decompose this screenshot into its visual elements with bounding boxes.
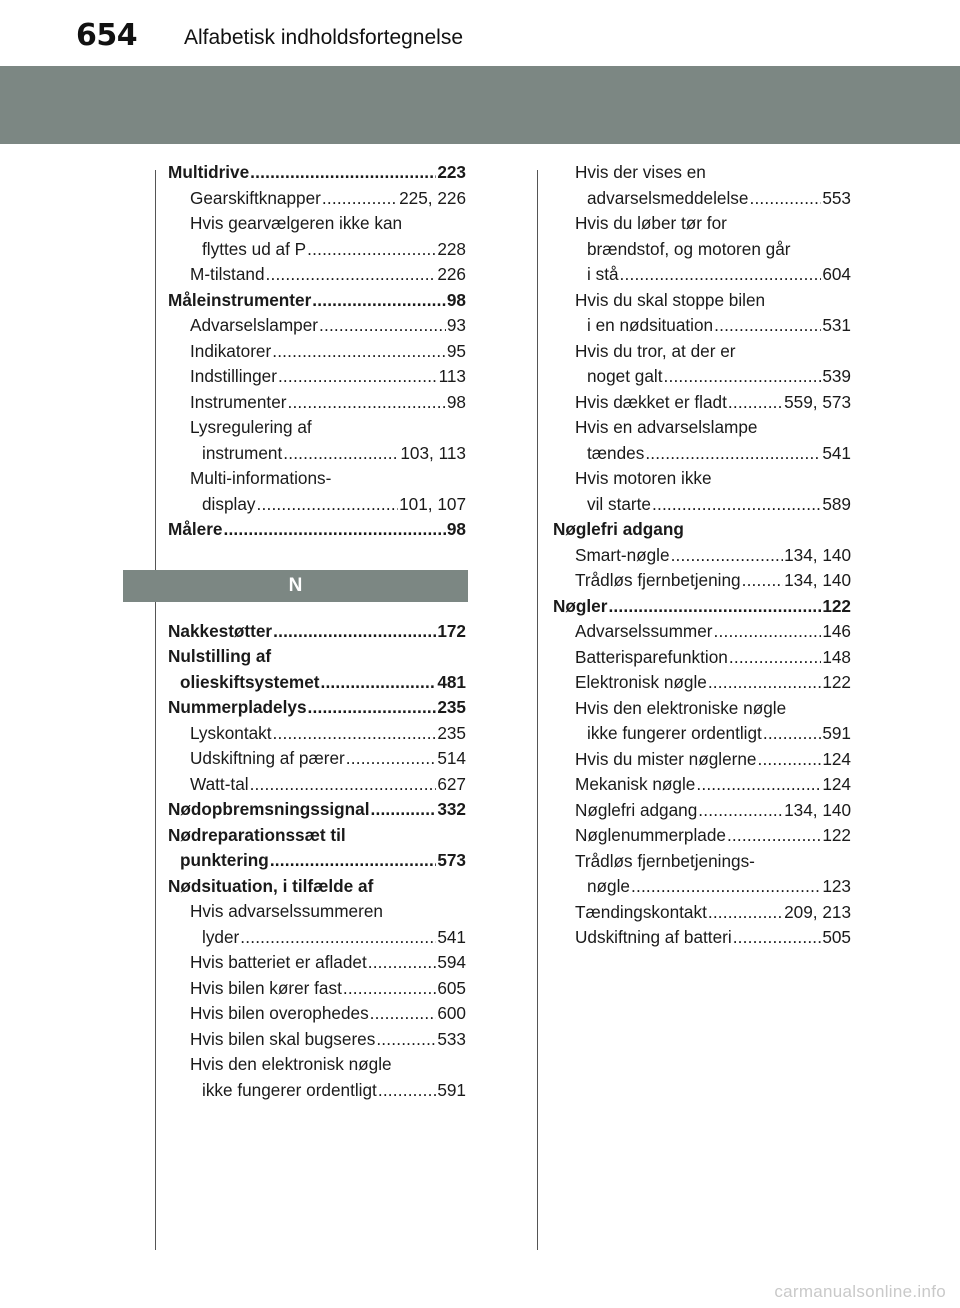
index-entry [553,721,851,747]
entry-text: Instrumenter [190,391,287,412]
index-entry [553,594,851,620]
index-entry [553,517,851,543]
dot-leader [370,1001,437,1027]
column-rule-right [537,170,538,1250]
index-entry [553,849,851,875]
index-entry [168,746,466,772]
index-entry [168,211,466,237]
entry-text: ikke fungerer ordentligt [587,723,762,743]
entry-text: Watt-tal [190,773,249,794]
index-entry [168,262,466,288]
entry-page: 122 [822,825,851,845]
index-entry [553,645,851,671]
entry-page: 589 [822,493,851,514]
entry-page: 209, 213 [784,901,851,922]
dot-leader [283,441,399,467]
entry-text: Nøglenummerplade [575,825,726,845]
index-entry [168,670,466,696]
index-entry [553,747,851,773]
entry-text: Nødreparationssæt til [168,824,346,845]
page-title: Alfabetisk indholdsfortegnelse [184,26,464,49]
dot-leader [240,925,436,951]
dot-leader [257,492,399,518]
entry-page: 604 [822,264,851,284]
entry-text: olieskiftsystemet [180,671,320,692]
entry-text: Hvis den elektroniske nøgle [575,697,787,718]
index-entry [553,186,851,212]
entry-page: 122 [822,595,851,616]
entry-text: Nødopbremsningssignal [168,799,370,819]
entry-text: Nummerpladelys [168,697,307,717]
index-entry [553,211,851,237]
entry-text: Lyskontakt [190,722,272,743]
dot-leader [273,619,436,645]
dot-leader [696,772,821,798]
dot-leader [368,950,437,976]
index-entry [168,721,466,747]
entry-page: 594 [437,952,466,972]
entry-text: Hvis en advarselslampe [575,417,758,437]
index-entry [553,160,851,186]
entry-text: Nødsituation, i tilfælde af [168,875,374,896]
index-entry [168,619,466,645]
index-entry [168,313,466,339]
entry-page: 228 [437,238,466,259]
index-entry [553,619,851,645]
entry-text: Hvis du løber tør for [575,213,727,233]
entry-page: 123 [822,876,851,896]
index-entry [168,288,466,314]
entry-page: 134, 140 [784,544,851,565]
header-band [0,66,960,144]
entry-page: 134, 140 [784,570,851,590]
entry-text: Nakkestøtter [168,620,273,641]
entry-text: Indikatorer [190,340,272,361]
dot-leader [312,288,446,314]
entry-text: Multi-informations- [190,468,332,488]
entry-page: 541 [437,926,466,947]
entry-text: Nøgler [553,595,608,616]
watermark: carmanualsonline.info [774,1282,946,1301]
entry-text: M-tilstand [190,264,265,284]
entry-page: 505 [822,927,851,947]
dot-leader [376,1027,436,1053]
dot-leader [346,746,437,772]
index-entry [168,1078,466,1104]
entry-text: Hvis bilen skal bugseres [190,1028,376,1049]
index-entry [168,976,466,1002]
dot-leader [608,594,821,620]
dot-leader [322,186,398,212]
index-entry [168,797,466,823]
dot-leader [307,237,436,263]
dot-leader [708,900,783,926]
entry-text: Hvis du tror, at der er [575,340,736,361]
entry-page: 541 [822,442,851,463]
index-entry [553,466,851,492]
dot-leader [272,339,446,365]
dot-leader [733,925,822,951]
index-entry [168,186,466,212]
index-entry [168,237,466,263]
dot-leader [620,262,822,288]
entry-text: Hvis batteriet er afladet [190,952,367,972]
dot-leader [223,517,445,543]
entry-page: 591 [822,723,851,743]
entry-page: 235 [437,697,466,717]
dot-leader [763,721,821,747]
entry-text: Elektronisk nøgle [575,672,707,692]
entry-page: 93 [446,315,466,335]
entry-text: Hvis der vises en [575,162,706,182]
entry-text: Mekanisk nøgle [575,774,696,794]
index-entry [553,772,851,798]
index-entry [553,543,851,569]
index-entry [168,899,466,925]
entry-text: display [202,493,256,514]
index-entry [553,364,851,390]
dot-leader [319,313,446,339]
entry-text: Batterisparefunktion [575,646,728,667]
index-entry [553,823,851,849]
section-header-n [123,570,468,602]
entry-text: Nøglefri adgang [553,519,684,539]
entry-text: tændes [587,442,645,463]
index-entry [168,772,466,798]
entry-text: Advarselssummer [575,621,713,641]
index-entry [168,874,466,900]
dot-leader [343,976,436,1002]
entry-text: Hvis du skal stoppe bilen [575,289,766,310]
entry-page: 531 [822,315,851,335]
index-entry [168,364,466,390]
entry-page: 627 [437,773,466,794]
entry-text: Trådløs fjernbetjening [575,570,741,590]
entry-page: 553 [822,187,851,208]
index-entry [553,492,851,518]
index-entry [553,262,851,288]
entry-text: punktering [180,850,269,870]
entry-page: 225, 226 [399,187,466,208]
entry-text: i en nødsituation [587,315,714,335]
dot-leader [714,313,821,339]
entry-text: Lysregulering af [190,417,312,437]
entry-page: 103, 113 [400,442,466,463]
entry-page: 95 [446,340,466,361]
dot-leader [266,262,437,288]
index-entry [553,696,851,722]
index-entry [168,492,466,518]
dot-leader [287,390,445,416]
entry-text: ikke fungerer ordentligt [202,1079,377,1100]
entry-page: 172 [437,620,466,641]
index-entry [168,466,466,492]
index-entry [168,823,466,849]
entry-text: vil starte [587,493,651,514]
entry-text: Smart-nøgle [575,544,670,565]
entry-text: advarselsmeddelelse [587,187,749,208]
index-column-left [168,160,466,1103]
entry-text: Nøglefri adgang [575,799,698,820]
dot-leader [320,670,436,696]
entry-page: 332 [437,799,466,819]
index-entry [553,925,851,951]
index-entry [553,237,851,263]
index-entry [168,695,466,721]
entry-page: 124 [822,748,851,769]
entry-text: Hvis bilen kører fast [190,977,342,998]
dot-leader [652,492,821,518]
dot-leader [698,798,783,824]
entry-text: Hvis motoren ikke [575,468,712,488]
entry-text: Måleinstrumenter [168,289,312,310]
right-entries [553,160,851,951]
page-number: 654 [76,18,138,53]
entry-text: brændstof, og motoren går [587,238,791,259]
entry-text: Hvis bilen overophedes [190,1003,369,1023]
index-entry [553,441,851,467]
entry-text: Hvis du mister nøglerne [575,748,757,769]
dot-leader [270,848,437,874]
index-entry [168,517,466,543]
entry-page: 539 [822,366,851,386]
entry-text: Tændingskontakt [575,901,707,922]
dot-leader [273,721,437,747]
dot-leader [727,823,821,849]
left-entries-m [168,160,466,543]
entry-page: 134, 140 [784,799,851,820]
index-entry [553,798,851,824]
dot-leader [278,364,438,390]
entry-text: Hvis den elektronisk nøgle [190,1054,392,1074]
index-entry [168,441,466,467]
entry-text: Trådløs fjernbetjenings- [575,850,755,871]
index-entry [553,313,851,339]
entry-text: lyder [202,926,240,947]
dot-leader [308,695,437,721]
dot-leader [664,364,822,390]
column-rule-left [155,170,156,1250]
entry-page: 113 [438,366,466,386]
dot-leader [708,670,821,696]
entry-page: 148 [822,646,851,667]
entry-text: Advarselslamper [190,315,318,335]
index-entry [553,390,851,416]
entry-text: instrument [202,442,283,463]
index-entry [168,415,466,441]
entry-text: Hvis gearvælgeren ikke kan [190,213,403,233]
entry-page: 514 [437,748,466,768]
entry-page: 98 [446,289,466,310]
index-column-right [553,160,851,951]
dot-leader [631,874,821,900]
entry-text: noget galt [587,366,663,386]
entry-page: 223 [437,162,466,182]
entry-page: 235 [437,722,466,743]
entry-page: 481 [437,671,466,692]
index-entry [553,288,851,314]
dot-leader [378,1078,436,1104]
dot-leader [250,160,436,186]
index-entry [553,339,851,365]
entry-text: Udskiftning af pærer [190,748,345,768]
dot-leader [757,747,821,773]
entry-page: 122 [822,672,851,692]
entry-text: Målere [168,519,223,539]
entry-page: 98 [446,519,466,539]
entry-text: Hvis dækket er fladt [575,391,727,412]
dot-leader [714,619,822,645]
index-entry [168,644,466,670]
entry-page: 559, 573 [784,391,851,412]
index-entry [553,415,851,441]
entry-page: 533 [437,1028,466,1049]
entry-text: Hvis advarselssummeren [190,901,383,921]
section-letter: N [288,574,303,596]
entry-text: Udskiftning af batteri [575,927,732,947]
index-entry [168,950,466,976]
dot-leader [749,186,821,212]
dot-leader [729,645,821,671]
dot-leader [742,568,784,594]
index-entry [168,1052,466,1078]
entry-page: 101, 107 [399,493,466,514]
entry-text: Multidrive [168,162,250,182]
index-entry [168,1027,466,1053]
entry-page: 98 [446,391,466,412]
entry-page: 124 [822,774,851,794]
dot-leader [371,797,437,823]
left-entries-n [168,619,466,1104]
index-entry [168,390,466,416]
index-entry [553,568,851,594]
entry-page: 146 [822,621,851,641]
index-entry [168,848,466,874]
dot-leader [250,772,437,798]
entry-text: flyttes ud af P [202,238,307,259]
dot-leader [645,441,821,467]
index-entry [553,670,851,696]
entry-text: Gearskiftknapper [190,187,321,208]
index-entry [553,900,851,926]
entry-text: i stå [587,264,619,284]
entry-text: Indstillinger [190,366,277,386]
entry-page: 605 [437,977,466,998]
entry-page: 226 [437,264,466,284]
index-entry [168,339,466,365]
index-entry [168,1001,466,1027]
index-entry [168,925,466,951]
dot-leader [671,543,784,569]
index-entry [553,874,851,900]
dot-leader [728,390,783,416]
entry-text: Nulstilling af [168,646,272,666]
entry-page: 573 [437,850,466,870]
index-entry [168,160,466,186]
entry-page: 591 [437,1079,466,1100]
entry-text: nøgle [587,876,630,896]
entry-page: 600 [437,1003,466,1023]
